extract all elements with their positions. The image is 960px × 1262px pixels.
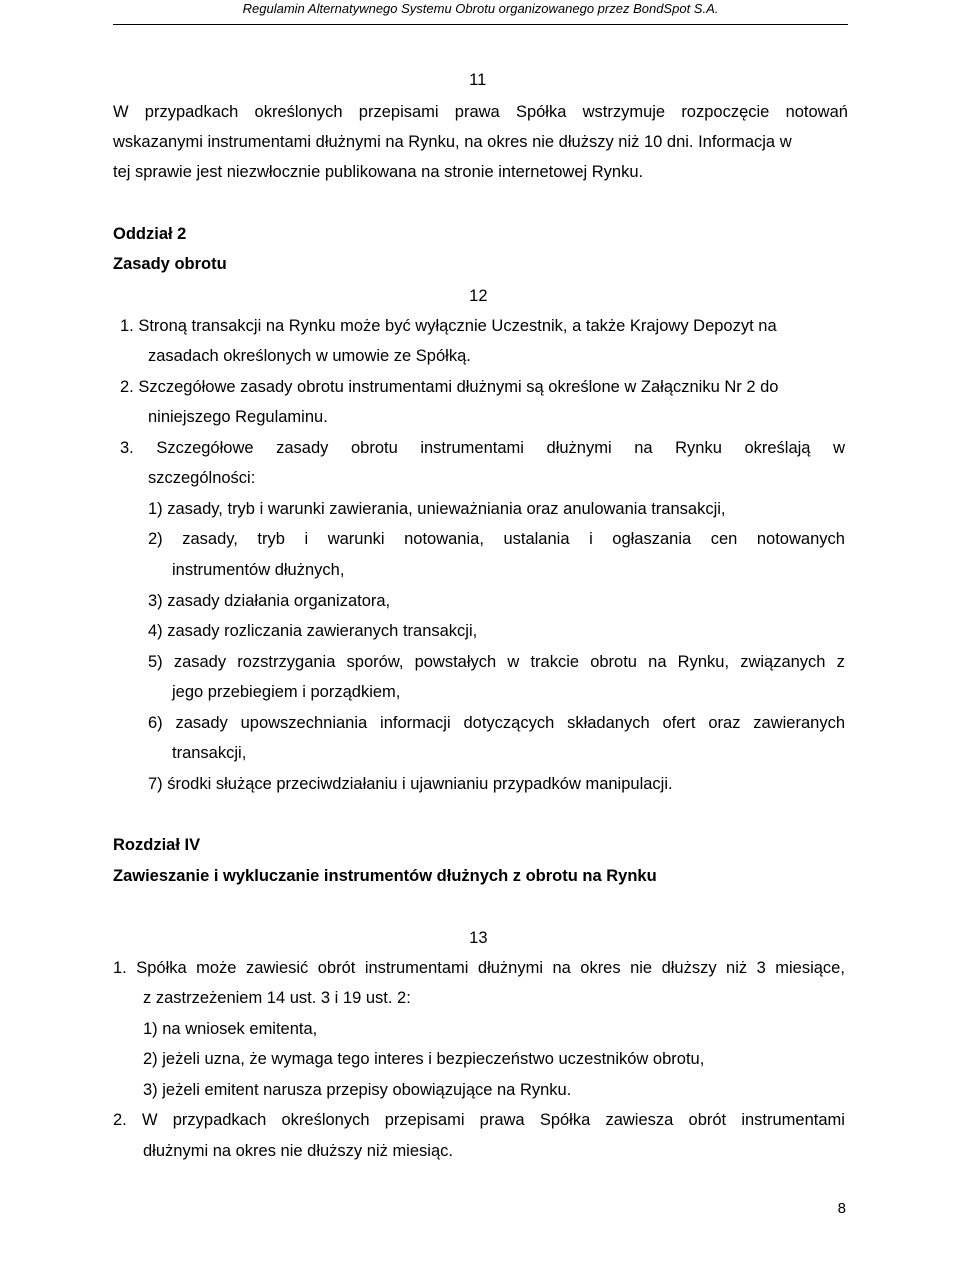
word: W — [113, 103, 129, 121]
p12-sub5-line-1 — [148, 652, 845, 672]
p12-sub1: 1) zasady, tryb i warunki zawierania, unieważniania oraz anulowania transakcji, — [148, 500, 726, 518]
p12-sub6-line-2: transakcji, — [172, 744, 247, 762]
word: dłuższy — [661, 959, 717, 977]
word: instrumentami — [420, 439, 524, 457]
p11-line-2: wskazanymi instrumentami dłużnymi na Rynku, na okres nie dłuższy niż 10 dni. Informacja w — [113, 133, 792, 151]
word: składanych — [567, 714, 650, 732]
word: i — [589, 530, 593, 548]
word: powstałych — [414, 653, 497, 671]
word: zawieranych — [753, 714, 845, 732]
word: upowszechniania — [240, 714, 368, 732]
word: W — [141, 1111, 158, 1129]
p12-item3-line-1 — [120, 438, 845, 458]
p12-sub7: 7) środki służące przeciwdziałaniu i ujawnianiu przypadków manipulacji. — [148, 775, 673, 793]
word: Rynku — [675, 439, 722, 457]
p12-item3-line-2: szczególności: — [148, 469, 256, 487]
word: zawiesza — [605, 1111, 674, 1129]
word: obrotu — [350, 439, 398, 457]
word: sporów, — [346, 653, 404, 671]
word: zasady, — [182, 530, 238, 548]
word: instrumentami — [741, 1111, 845, 1129]
word: dłużnymi — [477, 959, 543, 977]
word: w — [833, 439, 845, 457]
word: Spółka — [515, 103, 567, 121]
p12-sub5-line-2: jego przebiegiem i porządkiem, — [172, 683, 401, 701]
word: dłużnymi — [546, 439, 612, 457]
word: 5) — [148, 653, 163, 671]
word: miesiące, — [775, 959, 845, 977]
page-header: Regulamin Alternatywnego Systemu Obrotu organizowanego przez BondSpot S.A. — [113, 0, 848, 25]
section-11-number: 11 — [469, 71, 487, 89]
p12-sub3: 3) zasady działania organizatora, — [148, 592, 391, 610]
p12-item2-line-1: 2. Szczegółowe zasady obrotu instrumentami dłużnymi są określone w Załączniku Nr 2 do — [120, 378, 779, 396]
word: określają — [744, 439, 811, 457]
word: Spółka — [136, 959, 187, 977]
word: notowań — [785, 103, 848, 121]
word: 6) — [148, 714, 163, 732]
word: ustalania — [503, 530, 570, 548]
word: zasady — [276, 439, 329, 457]
word: w — [507, 653, 520, 671]
word: dotyczących — [463, 714, 555, 732]
word: prawa — [454, 103, 500, 121]
p12-sub2-line-2: instrumentów dłużnych, — [172, 561, 345, 579]
word: instrumentami — [364, 959, 469, 977]
p13-sub3: 3) jeżeli emitent narusza przepisy obowiązujące na Rynku. — [143, 1081, 572, 1099]
word: notowanych — [756, 530, 845, 548]
word: przepisami — [384, 1111, 465, 1129]
word: trakcie — [530, 653, 580, 671]
word: zasady — [173, 653, 227, 671]
word: i — [304, 530, 309, 548]
division-title: Oddział 2 — [113, 225, 187, 243]
word: rozstrzygania — [237, 653, 336, 671]
division-subtitle: Zasady obrotu — [113, 255, 227, 273]
word: przepisami — [358, 103, 439, 121]
word: zawiesić — [245, 959, 309, 977]
word: obrót — [317, 959, 356, 977]
word: 3 — [756, 959, 766, 977]
word: Spółka — [539, 1111, 591, 1129]
word: cen — [710, 530, 738, 548]
word: okres — [580, 959, 621, 977]
word: 1. — [113, 959, 127, 977]
page-number: 8 — [837, 1200, 846, 1217]
word: 2) — [148, 530, 163, 548]
word: określonych — [254, 103, 343, 121]
word: Szczegółowe — [156, 439, 254, 457]
p13-item2-line-2: dłużnymi na okres nie dłuższy niż miesiąc. — [143, 1142, 453, 1160]
word: oraz — [708, 714, 741, 732]
word: przypadkach — [172, 1111, 267, 1129]
word: nie — [630, 959, 653, 977]
p12-sub6-line-1 — [148, 713, 845, 733]
word: obrotu — [590, 653, 637, 671]
word: na — [634, 439, 653, 457]
word: może — [196, 959, 237, 977]
word: notowania, — [404, 530, 484, 548]
chapter-subtitle: Zawieszanie i wykluczanie instrumentów dłużnych z obrotu na Rynku — [113, 867, 657, 885]
word: z — [836, 653, 845, 671]
word: zasady — [175, 714, 228, 732]
p13-item1-line-2: z zastrzeżeniem 14 ust. 3 i 19 ust. 2: — [143, 989, 411, 1007]
word: prawa — [479, 1111, 525, 1129]
p13-sub2: 2) jeżeli uznа, że wymaga tego interes i bezpieczeństwo uczestników obrotu, — [143, 1050, 705, 1068]
word: 3. — [120, 439, 134, 457]
word: przypadkach — [144, 103, 239, 121]
word: 2. — [113, 1111, 127, 1129]
p13-item1-line-1 — [113, 958, 845, 978]
word: związanych — [740, 653, 826, 671]
p12-item1-line-2: zasadach określonych w umowie ze Spółką. — [148, 347, 471, 365]
p12-sub4: 4) zasady rozliczania zawieranych transakcji, — [148, 622, 478, 640]
word: tryb — [257, 530, 285, 548]
word: Rynku, — [677, 653, 730, 671]
chapter-title: Rozdział IV — [113, 836, 201, 854]
p13-sub1: 1) na wniosek emitenta, — [143, 1020, 318, 1038]
p12-item1-line-1: 1. Stroną transakcji na Rynku może być wyłącznie Uczestnik, a także Krajowy Depozyt na — [120, 317, 777, 335]
word: obrót — [688, 1111, 727, 1129]
p11-line-3: tej sprawie jest niezwłocznie publikowana na stronie internetowej Rynku. — [113, 163, 644, 181]
p12-item2-line-2: niniejszego Regulaminu. — [148, 408, 328, 426]
p13-item2-line-1 — [113, 1110, 845, 1130]
p12-sub2-line-1 — [148, 529, 845, 549]
word: informacji — [380, 714, 451, 732]
section-12-number: 12 — [469, 287, 488, 305]
word: określonych — [281, 1111, 370, 1129]
word: na — [648, 653, 667, 671]
word: niż — [726, 959, 748, 977]
section-13-number: 13 — [469, 929, 488, 947]
word: na — [552, 959, 571, 977]
word: warunki — [327, 530, 385, 548]
word: ogłaszania — [612, 530, 692, 548]
word: rozpoczęcie — [681, 103, 770, 121]
p11-line-1 — [113, 102, 848, 122]
word: wstrzymuje — [582, 103, 666, 121]
word: ofert — [662, 714, 696, 732]
